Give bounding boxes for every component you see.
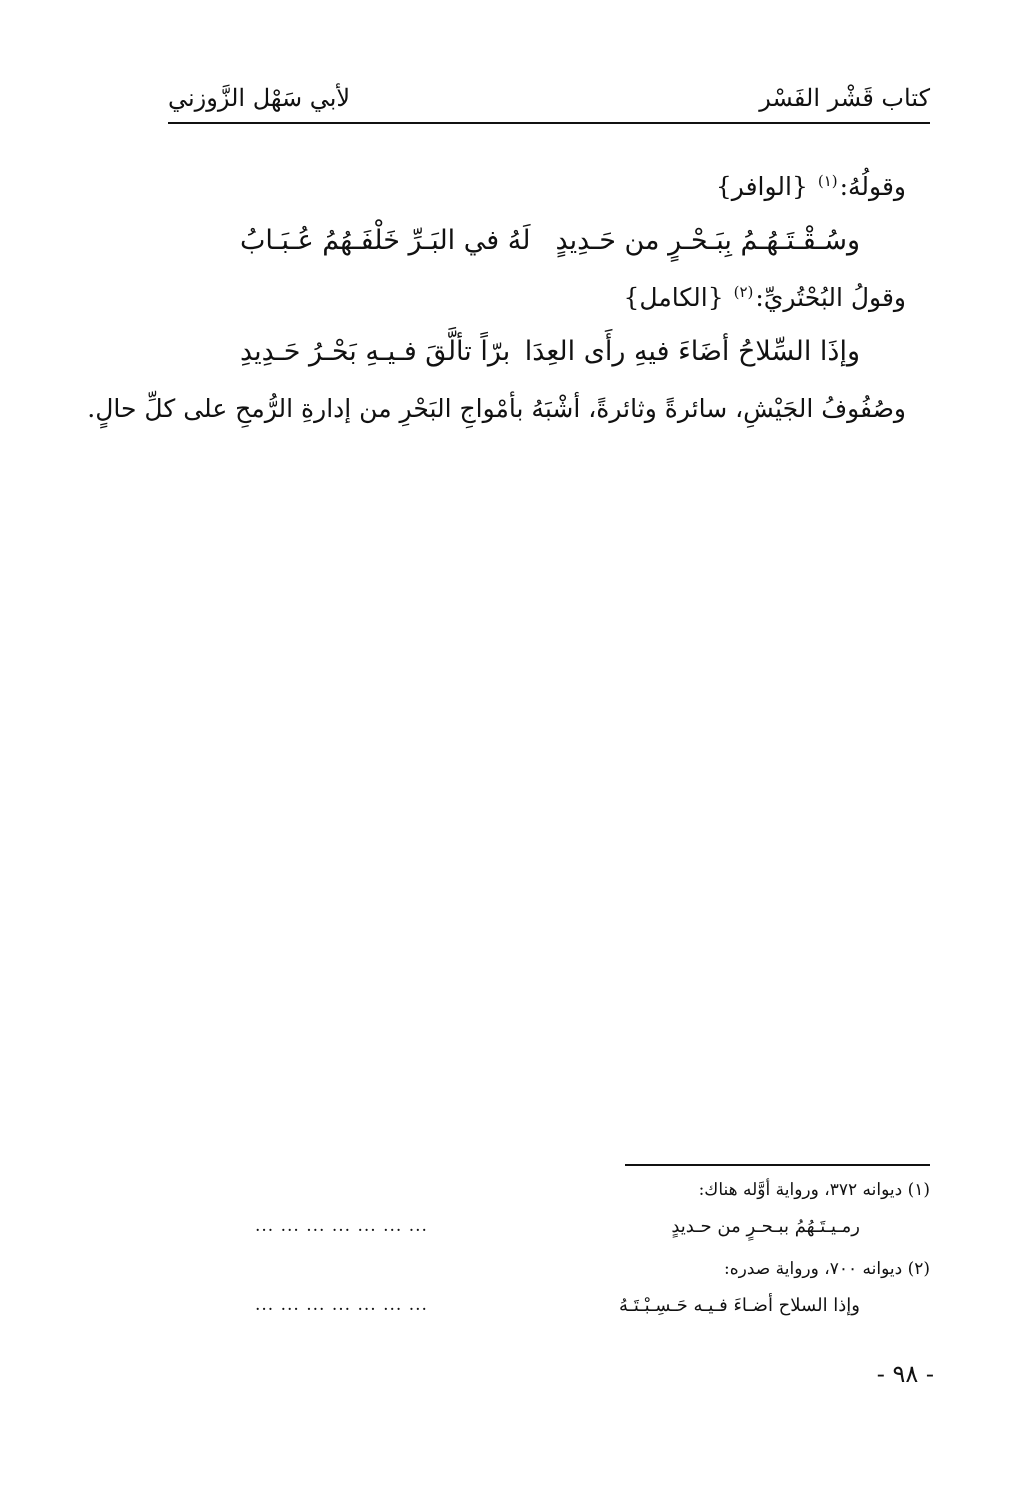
quote1-verse <box>240 225 860 265</box>
quote2-hemistich-1: وإذَا السِّلاحُ أضَاءَ فيهِ رأَى العِدَا <box>524 336 860 367</box>
footnote-2-verse-ellipsis: ... ... ... ... ... ... ... <box>255 1295 428 1315</box>
book-title: كتاب قَشْر الفَسْر <box>759 84 930 112</box>
footnote-1-verse-ellipsis: ... ... ... ... ... ... ... <box>255 1216 428 1236</box>
footnote-2-verse-first: وإذا السلاح أضـاءَ فـيـه حَـسِـبْـتَـهُ <box>618 1295 860 1316</box>
running-header <box>168 78 930 124</box>
footnote-rule <box>625 1164 930 1166</box>
page-number: - ٩٨ - <box>876 1360 934 1388</box>
quote2-hemistich-2: برّاً تألَّقَ فـيـهِ بَحْـرُ حَـدِيدِ <box>240 336 511 367</box>
footnote-ref-2: (٢) <box>733 283 754 301</box>
footnote-1-verse <box>255 1216 860 1242</box>
quote1-hemistich-1: وسُـقْـتَـهُـمُ بِبَـحْـرٍ من حَـدِيدٍ <box>555 225 860 256</box>
quote1-intro-text: وقولُهُ: <box>839 172 906 201</box>
quote2-intro-text: وقولُ البُحْتُريِّ: <box>755 283 906 312</box>
footnote-1-verse-first: رمـيـتَـهُمُ ببـحـرٍ من حـديدٍ <box>671 1216 860 1237</box>
quote1-intro <box>716 172 906 201</box>
quote1-meter: {الوافر} <box>715 172 808 201</box>
footnote-2-verse <box>255 1295 860 1321</box>
author-name: لأبي سَهْل الزَّوزني <box>168 84 351 112</box>
footnote-ref-1: (١) <box>817 172 838 190</box>
commentary-paragraph: وصُفُوفُ الجَيْشِ، سائرةً وثائرةً، أشْبَهُ بأمْواجِ البَحْرِ من إدارةِ الرُّمحِ على كلِّ حالٍ. <box>87 394 906 423</box>
footnote-2: (٢) ديوانه ٧٠٠، ورواية صدره: <box>724 1259 930 1279</box>
quote2-verse <box>240 336 860 376</box>
quote2-meter: {الكامل} <box>623 283 724 312</box>
header-rule <box>168 122 930 124</box>
quote1-hemistich-2: لَهُ في البَـرِّ خَلْفَـهُمُ عُـبَـابُ <box>240 225 531 256</box>
quote2-intro <box>624 283 906 312</box>
footnote-1: (١) ديوانه ٣٧٢، ورواية أوَّله هناك: <box>698 1180 930 1200</box>
